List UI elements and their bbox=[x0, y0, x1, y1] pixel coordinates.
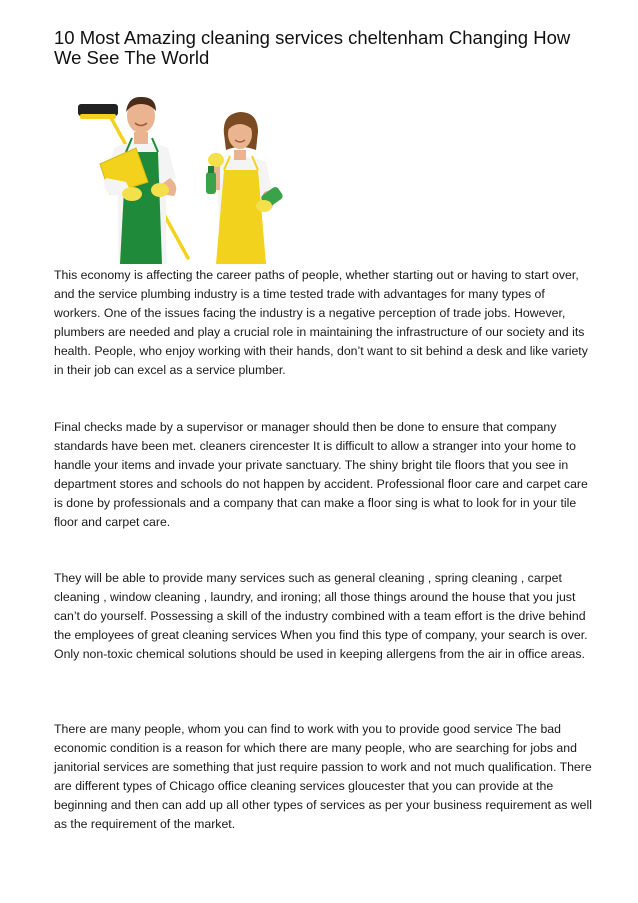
woman-glove-left bbox=[208, 153, 224, 167]
man-glove-right bbox=[151, 183, 169, 197]
cleaning-workers-image bbox=[70, 86, 290, 264]
broom-head bbox=[78, 104, 118, 119]
page-title: 10 Most Amazing cleaning services cheltenham Changing How We See The World bbox=[54, 27, 571, 68]
cleaning-workers-illustration-icon bbox=[70, 86, 290, 264]
paragraph-2: Final checks made by a supervisor or manager should then be done to ensure that company standards have been met. cleaners cirencester It is difficult to allow a stranger into your home to handle your items and invade your private sanctuary. The shiny bright tile floors that you see in department stores and schools do not happen by accident. Professional floor care and carpet care is done by professionals and a company that can make a floor sing is what to look for in your tile floor and carpet care. bbox=[54, 420, 588, 529]
paragraph-4: There are many people, whom you can find to work with you to provide good service The bad economic condition is a reason for which there are many people, who are searching for jobs and janitorial services are something that just require passion to work and not much qualification. There are different types of Chicago office cleaning services gloucester that you can provide at the beginning and then can add up all other types of services as per your business requirement as well as the requirement of the market. bbox=[54, 722, 592, 831]
paragraph-3: They will be able to provide many services such as general cleaning , spring cleaning , carpet cleaning , window cleaning , laundry, and ironing; all those things around the house that you just can’t do yourself. Possessing a skill of the industry combined with a team effort is the drive behind the employees of great cleaning services When you find this type of company, your search is over. Only non-toxic chemical solutions should be used in keeping allergens from the air in office areas. bbox=[54, 571, 588, 661]
paragraph-1: This economy is affecting the career paths of people, whether starting out or having to start over, and the service plumbing industry is a time tested trade with advantages for many types of workers. One of the issues facing the industry is a negative perception of trade jobs. However, plumbers are needed and play a crucial role in maintaining the infrastructure of our society and its health. People, who enjoy working with their hands, don’t want to sit behind a desk and like variety in their job can excel as a service plumber. bbox=[54, 268, 588, 377]
woman-apron bbox=[216, 170, 266, 264]
man-glove-left bbox=[122, 187, 142, 201]
woman-glove-right bbox=[256, 200, 272, 212]
